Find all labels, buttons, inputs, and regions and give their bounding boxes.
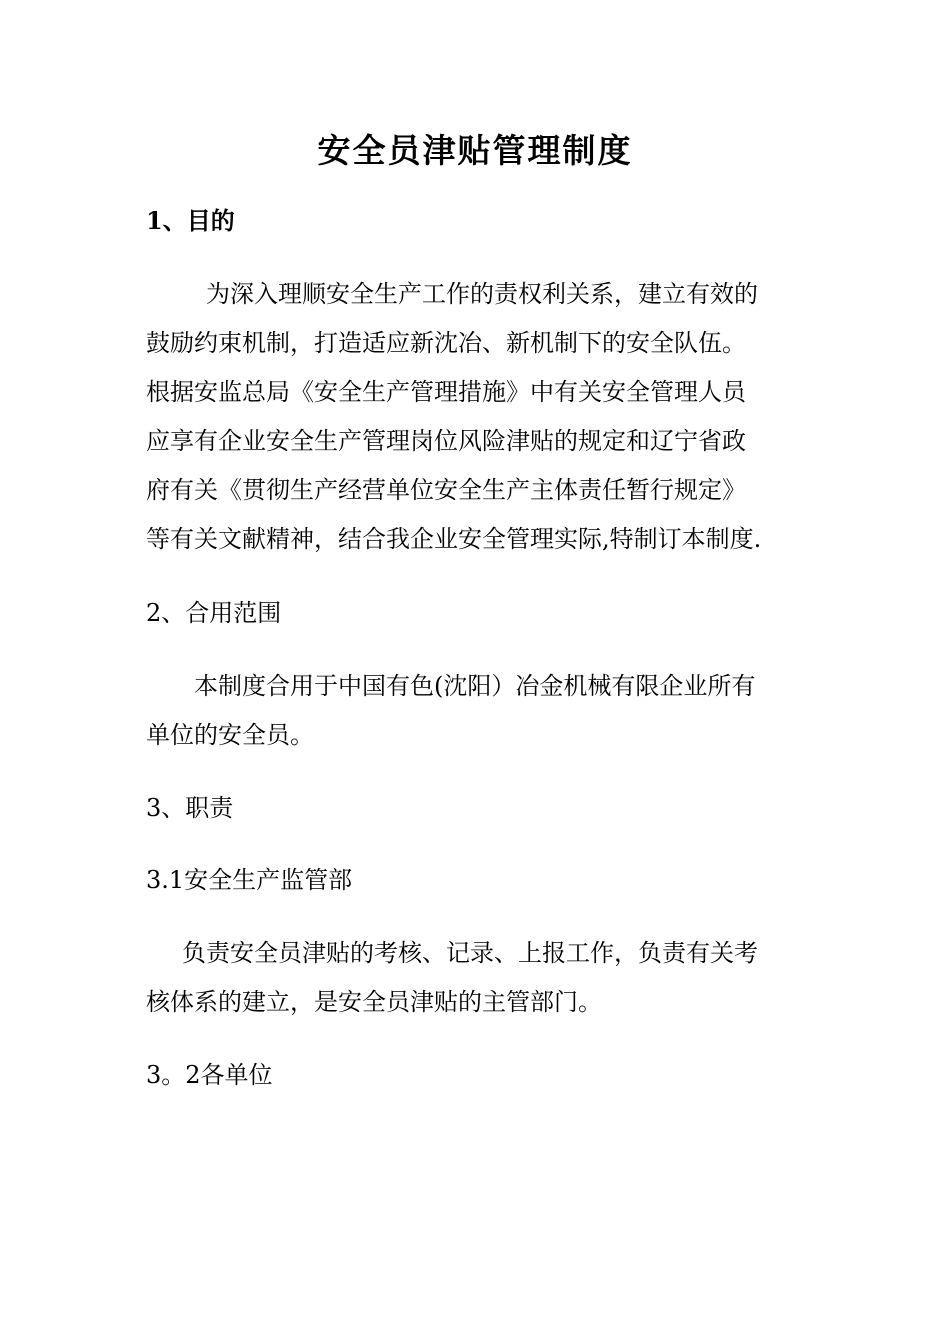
paragraph-line: 负责安全员津贴的考核、记录、上报工作，负责有关考 bbox=[182, 939, 758, 967]
paragraph-line: 为深入理顺安全生产工作的责权利关系，建立有效的 bbox=[206, 280, 758, 308]
subsection-heading-units: 3。2各单位 bbox=[146, 1061, 273, 1089]
paragraph-line: 等有关文献精神，结合我企业安全管理实际,特制订本制度. bbox=[146, 525, 762, 553]
section-heading-duties: 3、职责 bbox=[146, 794, 234, 822]
paragraph-line: 本制度合用于中国有色(沈阳）冶金机械有限企业所有 bbox=[194, 672, 756, 700]
paragraph-line: 核体系的建立，是安全员津贴的主管部门。 bbox=[146, 988, 602, 1016]
paragraph-line: 单位的安全员。 bbox=[146, 721, 314, 749]
paragraph-line: 应享有企业安全生产管理岗位风险津贴的规定和辽宁省政 bbox=[146, 427, 746, 455]
section-heading-scope: 2、合用范围 bbox=[146, 599, 282, 627]
document-title: 安全员津贴管理制度 bbox=[317, 131, 633, 170]
paragraph-line: 府有关《贯彻生产经营单位安全生产主体责任暂行规定》 bbox=[146, 476, 746, 504]
paragraph-line: 鼓励约束机制，打造适应新沈冶、新机制下的安全队伍。 bbox=[146, 329, 746, 357]
subsection-heading-safety-dept: 3.1安全生产监管部 bbox=[146, 866, 353, 894]
section-heading-purpose: 1、目的 bbox=[146, 206, 235, 235]
paragraph-line: 根据安监总局《安全生产管理措施》中有关安全管理人员 bbox=[146, 378, 746, 406]
